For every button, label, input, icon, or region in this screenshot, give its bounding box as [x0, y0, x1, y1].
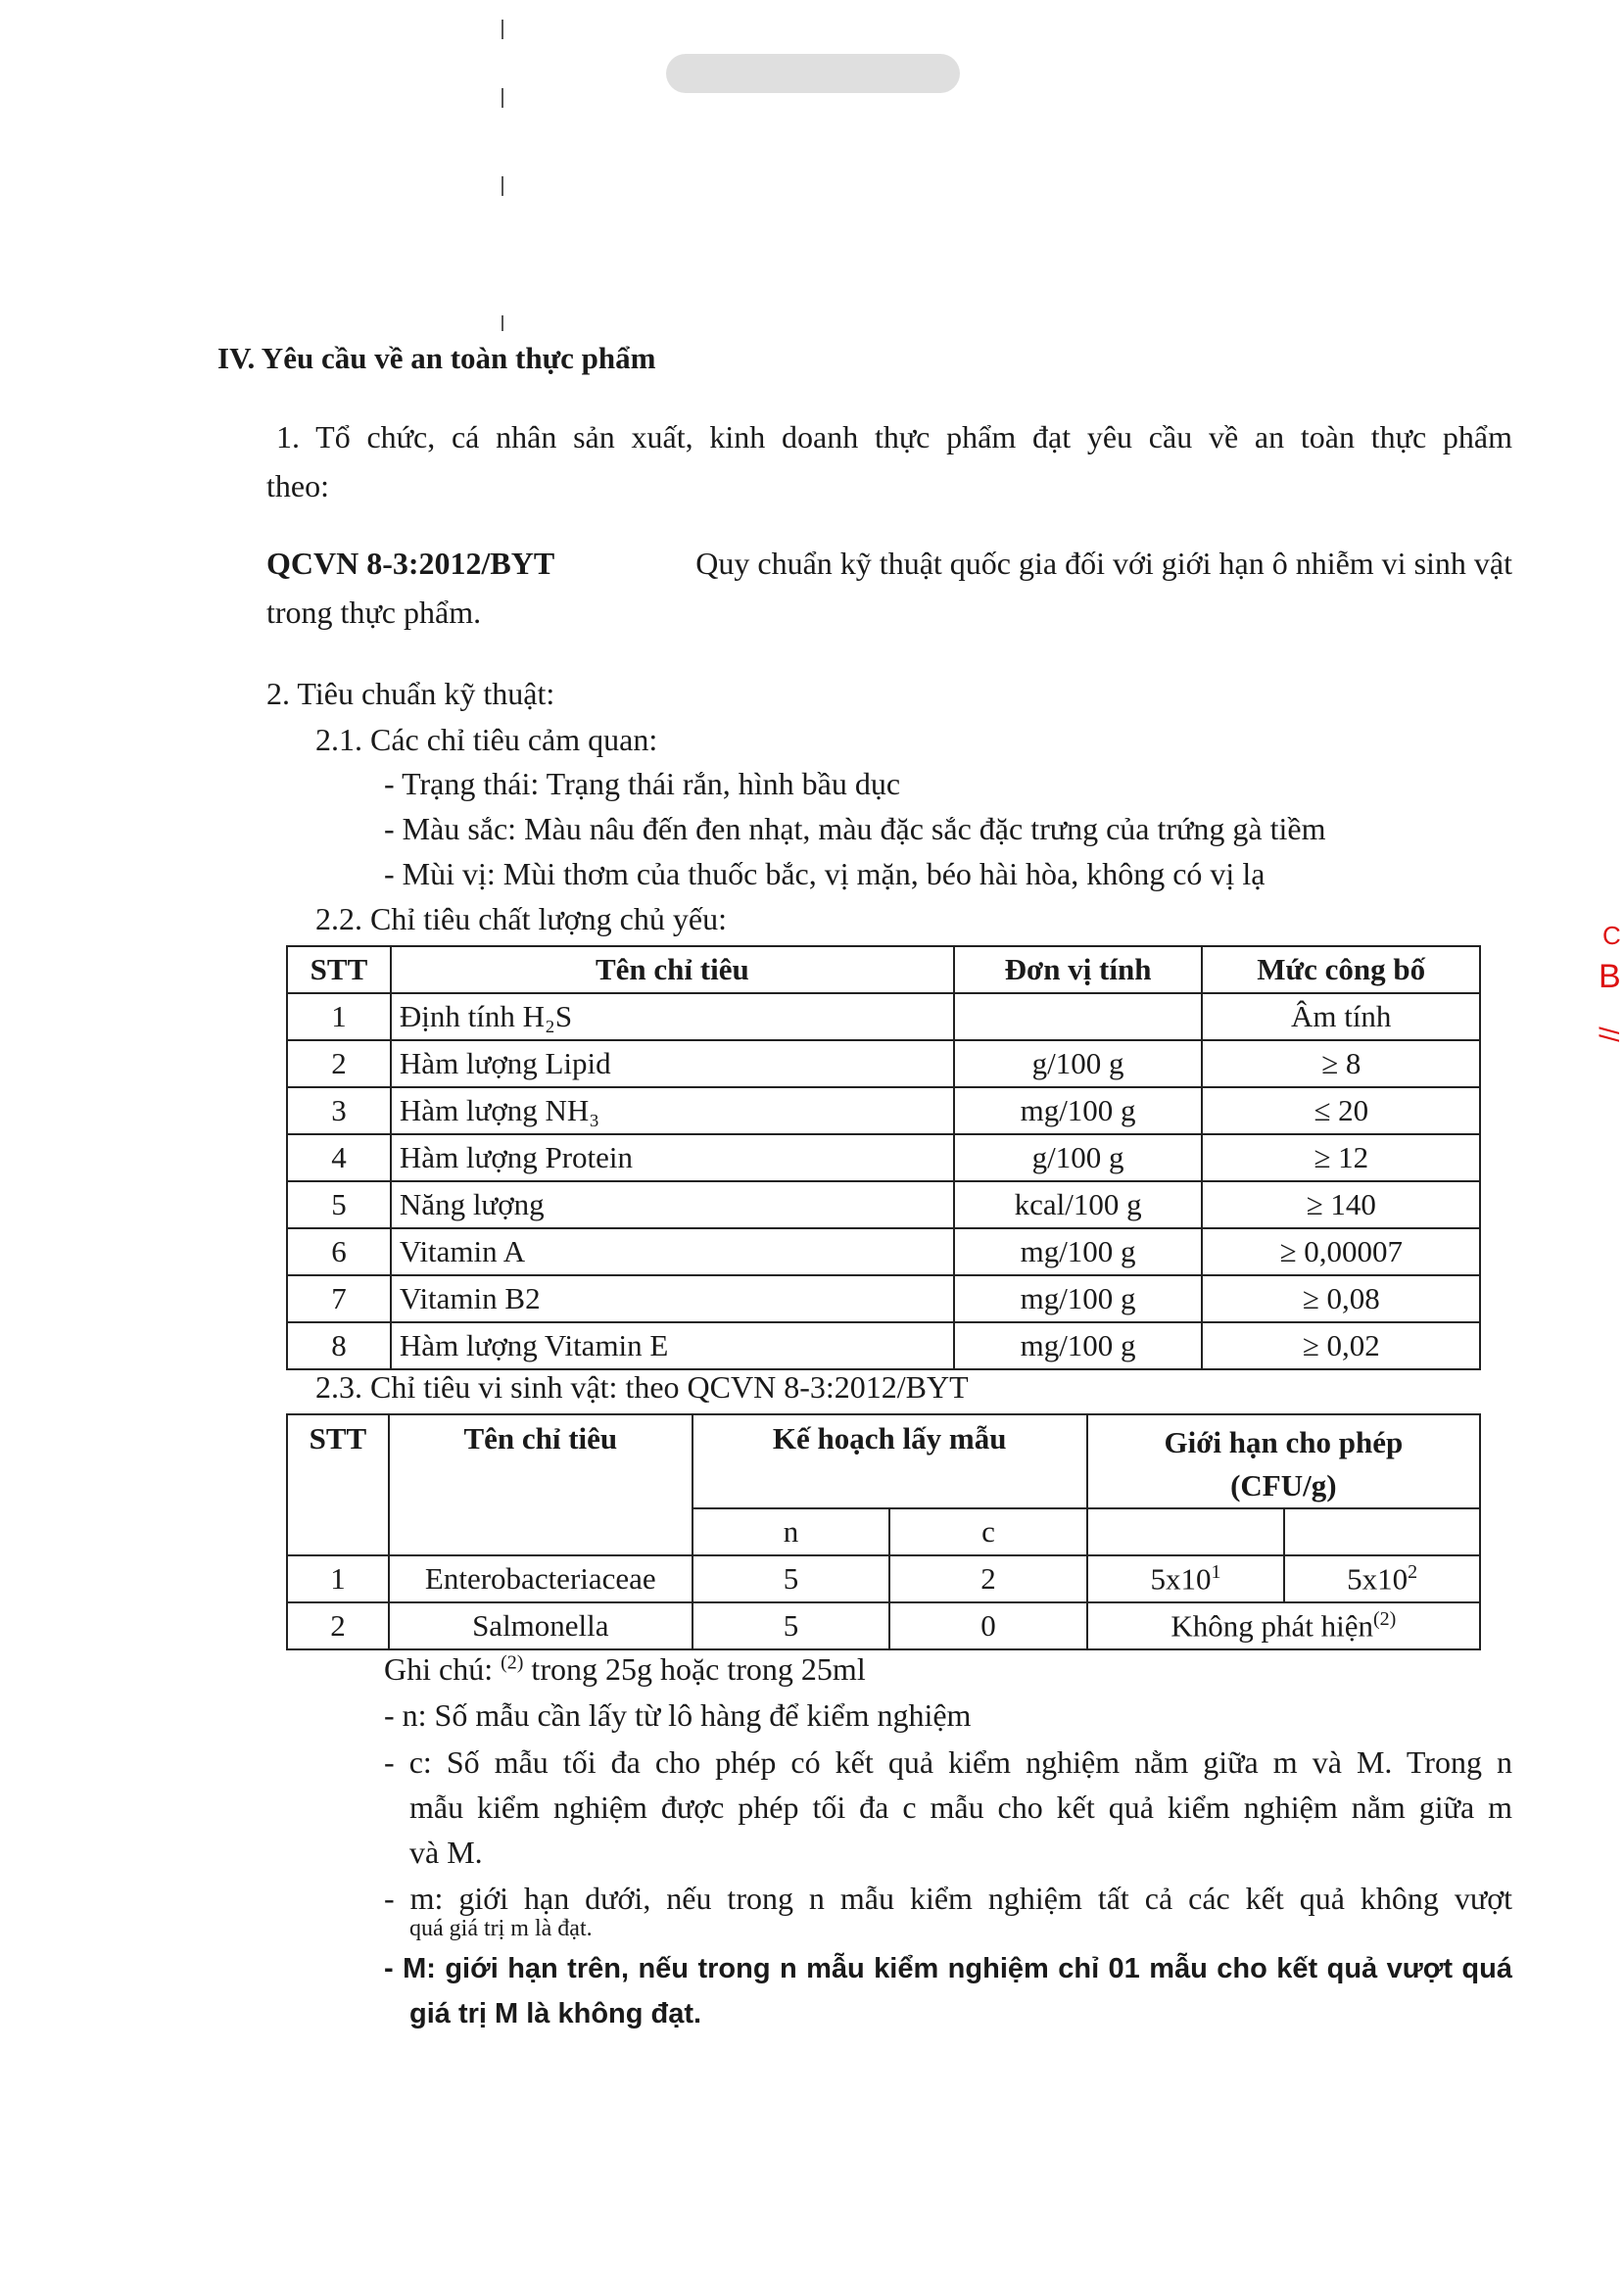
cell-stt: 1: [287, 1555, 389, 1602]
cell-unit: kcal/100 g: [954, 1181, 1203, 1228]
cell-stt: 6: [287, 1228, 391, 1275]
header-plan: Kế hoạch lấy mẫu: [693, 1414, 1087, 1508]
table-row: [287, 993, 1480, 1040]
sub21-bullet: - Mùi vị: Mùi thơm của thuốc bắc, vị mặn, béo hài hòa, không có vị lạ: [384, 856, 1266, 891]
cell-stt: 4: [287, 1134, 391, 1181]
cell-stt: 7: [287, 1275, 391, 1322]
cell-name: Vitamin B2: [391, 1275, 954, 1322]
cell-level: Âm tính: [1202, 993, 1480, 1040]
note-line: [384, 1651, 866, 1688]
note-ref: (2): [501, 1651, 524, 1674]
microbio-table: [286, 1413, 1481, 1650]
cell-m: [1087, 1555, 1285, 1602]
sub21-bullet: - Trạng thái: Trạng thái rắn, hình bầu dục: [384, 766, 901, 801]
note-ref-text: trong 25g hoặc trong 25ml: [531, 1651, 866, 1687]
cell-M-exp: 2: [1408, 1560, 1418, 1583]
cell-stt: 8: [287, 1322, 391, 1369]
cell-unit: g/100 g: [954, 1134, 1203, 1181]
cell-unit: mg/100 g: [954, 1275, 1203, 1322]
table-row: [287, 1602, 1480, 1649]
sub22-title: 2.2. Chỉ tiêu chất lượng chủ yếu:: [315, 901, 727, 936]
header-M-empty: [1284, 1508, 1480, 1555]
header-unit: Đơn vị tính: [954, 946, 1203, 993]
cell-level: ≥ 0,08: [1202, 1275, 1480, 1322]
cell-name: Enterobacteriaceae: [389, 1555, 693, 1602]
cell-m-exp: 1: [1211, 1560, 1221, 1583]
scan-tick: [502, 20, 503, 39]
table-row: [287, 1134, 1480, 1181]
header-limit-line1: Giới hạn cho phép: [1164, 1425, 1404, 1459]
cell-limit-text: Không phát hiện: [1170, 1608, 1373, 1644]
cell-name: Hàm lượng Protein: [391, 1134, 954, 1181]
header-limit: [1087, 1414, 1480, 1508]
cell-c: 2: [889, 1555, 1086, 1602]
cell-unit: mg/100 g: [954, 1228, 1203, 1275]
item1-line2: theo:: [266, 468, 329, 503]
note-m-line2: quá giá trị m là đạt.: [409, 1916, 593, 1941]
note-c-line2: mẫu kiểm nghiệm được phép tối đa c mẫu cho kết quả kiểm nghiệm nằm giữa m: [409, 1790, 1512, 1825]
header-c: c: [889, 1508, 1086, 1555]
cell-m-base: 5x10: [1150, 1561, 1212, 1597]
sub21-bullet: - Màu sắc: Màu nâu đến đen nhạt, màu đặc sắc đặc trưng của trứng gà tiềm: [384, 811, 1326, 846]
item1-line1: 1. Tổ chức, cá nhân sản xuất, kinh doanh thực phẩm đạt yêu cầu về an toàn thực phẩm: [276, 419, 1512, 454]
scan-tick: [502, 315, 503, 331]
cell-level: ≥ 0,00007: [1202, 1228, 1480, 1275]
cell-level: ≥ 0,02: [1202, 1322, 1480, 1369]
cell-name: Năng lượng: [391, 1181, 954, 1228]
stamp-edge-mark: C: [1602, 921, 1621, 950]
section-title: IV. Yêu cầu về an toàn thực phẩm: [217, 341, 656, 375]
cell-name: Salmonella: [389, 1602, 693, 1649]
standard-description: Quy chuẩn kỹ thuật quốc gia đối với giới hạn ô nhiễm vi sinh vật: [695, 546, 1512, 581]
note-label: Ghi chú:: [384, 1651, 494, 1687]
cell-unit: [954, 993, 1203, 1040]
cell-name: Định tính H₂S: [391, 993, 954, 1040]
cell-stt: 3: [287, 1087, 391, 1134]
quality-table: [286, 945, 1481, 1370]
standard-line1: [266, 546, 1512, 582]
table-row: [287, 1087, 1480, 1134]
cell-n: 5: [693, 1555, 889, 1602]
cell-unit: mg/100 g: [954, 1087, 1203, 1134]
header-m-empty: [1087, 1508, 1285, 1555]
cell-M: [1284, 1555, 1480, 1602]
cell-level: ≥ 12: [1202, 1134, 1480, 1181]
note-M-line1: - M: giới hạn trên, nếu trong n mẫu kiểm nghiệm chỉ 01 mẫu cho kết quả vượt quá: [384, 1953, 1512, 1984]
cell-c: 0: [889, 1602, 1086, 1649]
cell-unit: g/100 g: [954, 1040, 1203, 1087]
table-row: [287, 1181, 1480, 1228]
cell-name: Hàm lượng Vitamin E: [391, 1322, 954, 1369]
note-n: - n: Số mẫu cần lấy từ lô hàng để kiểm nghiệm: [384, 1697, 972, 1733]
note-c-line1: - c: Số mẫu tối đa cho phép có kết quả kiểm nghiệm nằm giữa m và M. Trong n: [384, 1744, 1512, 1780]
scan-tick: [502, 176, 503, 196]
note-c-line3: và M.: [409, 1835, 483, 1870]
table-row: [287, 1275, 1480, 1322]
cell-stt: 1: [287, 993, 391, 1040]
header-level: Mức công bố: [1202, 946, 1480, 993]
cell-name: Hàm lượng NH₃: [391, 1087, 954, 1134]
sub21-title: 2.1. Các chỉ tiêu cảm quan:: [315, 722, 658, 757]
table-row: [287, 1555, 1480, 1602]
sub23-title: 2.3. Chỉ tiêu vi sinh vật: theo QCVN 8-3:2012/BYT: [315, 1369, 969, 1405]
cell-level: ≥ 8: [1202, 1040, 1480, 1087]
stamp-edge-mark: //: [1593, 1026, 1624, 1042]
cell-n: 5: [693, 1602, 889, 1649]
header-n: n: [693, 1508, 889, 1555]
cell-stt: 2: [287, 1602, 389, 1649]
header-name: Tên chỉ tiêu: [391, 946, 954, 993]
table-row: [287, 1322, 1480, 1369]
cell-M-base: 5x10: [1347, 1561, 1409, 1597]
header-stt: STT: [287, 946, 391, 993]
stamp-edge-mark: B: [1599, 958, 1621, 995]
header-limit-line2: (CFU/g): [1230, 1468, 1337, 1503]
cell-limit-note: (2): [1373, 1607, 1397, 1630]
item2-title: 2. Tiêu chuẩn kỹ thuật:: [266, 676, 555, 711]
table-row: [287, 1228, 1480, 1275]
cell-stt: 2: [287, 1040, 391, 1087]
header-stt: STT: [287, 1414, 389, 1555]
cell-name: Hàm lượng Lipid: [391, 1040, 954, 1087]
cell-level: ≤ 20: [1202, 1087, 1480, 1134]
header-name: Tên chỉ tiêu: [389, 1414, 693, 1555]
cell-limit: [1087, 1602, 1480, 1649]
standard-code: QCVN 8-3:2012/BYT: [266, 546, 555, 581]
cell-level: ≥ 140: [1202, 1181, 1480, 1228]
note-M-line2: giá trị M là không đạt.: [409, 1998, 702, 2029]
standard-line2: trong thực phẩm.: [266, 595, 482, 630]
scan-tick: [502, 88, 503, 108]
scan-smudge: [666, 54, 960, 93]
table-row: [287, 1040, 1480, 1087]
note-m-line1: - m: giới hạn dưới, nếu trong n mẫu kiểm nghiệm tất cả các kết quả không vượt: [384, 1881, 1512, 1916]
cell-stt: 5: [287, 1181, 391, 1228]
cell-unit: mg/100 g: [954, 1322, 1203, 1369]
cell-name: Vitamin A: [391, 1228, 954, 1275]
